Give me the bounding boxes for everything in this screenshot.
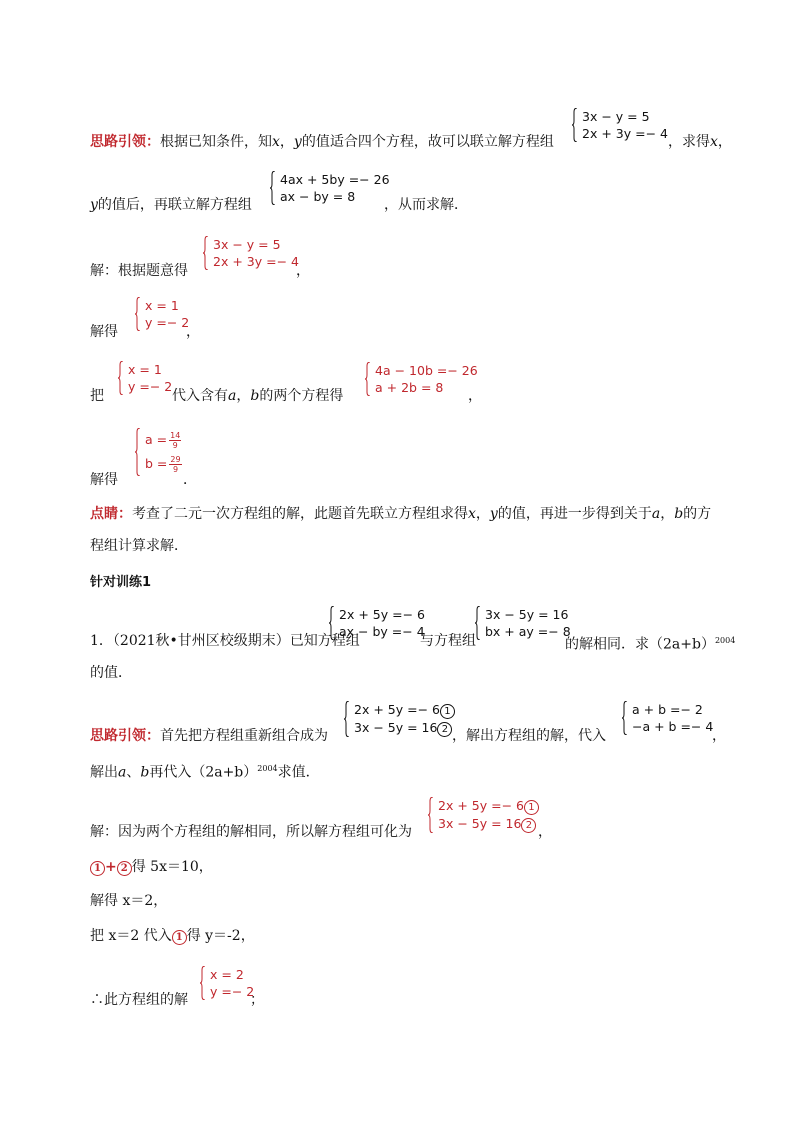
problem-text: 的值． bbox=[90, 665, 132, 681]
hint2-line-1-mid bbox=[452, 727, 606, 745]
solution-text: 把 x＝2 代入 bbox=[90, 928, 172, 944]
hint-text: 根据已知条件，知 bbox=[160, 134, 272, 150]
sol2-line-1 bbox=[90, 823, 412, 841]
var-b: b bbox=[250, 388, 260, 404]
equation-text: 3x − 5y = 16 bbox=[438, 816, 522, 831]
solution-text: 解得 bbox=[90, 324, 118, 340]
circle-number: 1 bbox=[524, 800, 539, 815]
var-y: y bbox=[489, 506, 498, 522]
problem-line-1-mid bbox=[420, 632, 476, 650]
equation-system bbox=[344, 701, 455, 737]
equation-lhs: a = bbox=[145, 432, 168, 447]
exponent: 2004 bbox=[714, 636, 736, 645]
equation: y =− 2 bbox=[145, 315, 190, 330]
comma: ， bbox=[712, 728, 726, 744]
brace-icon bbox=[135, 428, 141, 476]
hint-line-1 bbox=[90, 133, 554, 151]
solution-text: 解得 bbox=[90, 472, 118, 488]
var-x: x bbox=[468, 506, 476, 522]
hint-line-2-tail bbox=[384, 196, 468, 214]
brace-icon bbox=[203, 236, 209, 270]
equation: bx + ay =− 8 bbox=[485, 624, 571, 639]
hint-text: 的值后，再联立解方程组 bbox=[97, 197, 252, 213]
var-b: b bbox=[674, 506, 684, 522]
section-title: 针对训练1 bbox=[90, 575, 152, 590]
problem-text: 已知方程组 bbox=[289, 633, 360, 649]
sol2-line-1-tail bbox=[538, 823, 552, 841]
sol2-step-1 bbox=[90, 858, 213, 876]
solution-line-3-tail bbox=[468, 387, 482, 405]
equation: x = 1 bbox=[128, 362, 162, 377]
problem-text: 与方程组 bbox=[420, 633, 476, 649]
circle-number: 2 bbox=[521, 818, 536, 833]
solution-text: 的两个方程得 bbox=[259, 388, 344, 404]
equation: y =− 2 bbox=[210, 984, 255, 999]
sol2-step-3 bbox=[90, 927, 255, 945]
comma: ， bbox=[236, 388, 251, 404]
solution-text: 得 y＝-2， bbox=[186, 928, 255, 944]
brace-icon bbox=[200, 966, 206, 1000]
comment-line-1 bbox=[90, 505, 711, 523]
equation bbox=[438, 815, 539, 833]
equation-system bbox=[203, 236, 299, 270]
var-y: y bbox=[293, 134, 302, 150]
equation: 2x + 5y =− 6 bbox=[339, 607, 425, 622]
equation-text: 2x + 5y =− 6 bbox=[438, 798, 524, 813]
comment-line-2 bbox=[90, 537, 188, 555]
equation-system bbox=[475, 606, 571, 640]
brace-icon bbox=[572, 108, 578, 142]
brace-icon bbox=[118, 361, 124, 395]
numerator: 29 bbox=[170, 455, 181, 464]
brace-icon bbox=[135, 297, 141, 331]
var-y: y bbox=[90, 197, 98, 213]
solution-text: 解：因为两个方程组的解相同，所以解方程组可化为 bbox=[90, 824, 412, 840]
equation-system bbox=[270, 171, 390, 205]
solution-text: 得 5x＝10， bbox=[131, 859, 213, 875]
hint-text: 解出 bbox=[90, 764, 118, 781]
sol2-step-2 bbox=[90, 892, 167, 910]
var-a: a bbox=[651, 506, 661, 522]
exponent: 2004 bbox=[257, 764, 278, 773]
problem-line-1-tail bbox=[565, 632, 735, 654]
numerator: 14 bbox=[170, 431, 181, 440]
brace-icon bbox=[622, 701, 628, 735]
circle-number: 1 bbox=[440, 704, 455, 719]
problem-line-2 bbox=[90, 664, 132, 682]
brace-icon bbox=[475, 606, 481, 640]
equation-system bbox=[622, 701, 713, 735]
separator: 、 bbox=[126, 764, 141, 781]
hint-text: 首先把方程组重新组合成为 bbox=[160, 728, 328, 744]
var-b: b bbox=[140, 764, 150, 781]
var-a: a bbox=[228, 388, 237, 404]
equation: 2x + 3y =− 4 bbox=[582, 126, 668, 141]
comment-text: 程组计算求解． bbox=[90, 538, 188, 554]
semicolon: ； bbox=[250, 992, 264, 1008]
equation: y =− 2 bbox=[128, 379, 173, 394]
sol2-step-4 bbox=[90, 991, 188, 1009]
sol2-step-4-tail bbox=[250, 991, 264, 1009]
equation: 4a − 10b =− 26 bbox=[375, 363, 478, 378]
problem-line-1 bbox=[90, 632, 360, 650]
var-x: x bbox=[710, 134, 718, 150]
comment-text: 的值，再进一步得到关于 bbox=[497, 506, 652, 522]
comment-text: 考查了二元一次方程组的解，此题首先联立方程组求得 bbox=[132, 506, 468, 522]
solution-text: 代入含有 bbox=[172, 388, 228, 404]
solution-line-4-tail bbox=[183, 471, 197, 489]
comma: ， bbox=[296, 263, 310, 279]
denominator: 9 bbox=[172, 441, 178, 450]
solution-line-2-tail bbox=[186, 323, 200, 341]
comment-text: 的方 bbox=[683, 506, 712, 522]
hint-text: ，从而求解． bbox=[384, 197, 468, 213]
solution-line-1-tail bbox=[296, 262, 310, 280]
brace-icon bbox=[365, 362, 371, 396]
equation: 3x − y = 5 bbox=[582, 109, 650, 124]
hint-text: ，解出方程组的解，代入 bbox=[452, 728, 606, 744]
equation-system bbox=[428, 797, 539, 833]
var-a: a bbox=[118, 764, 127, 781]
equation: ax − by =− 4 bbox=[339, 624, 425, 639]
brace-icon bbox=[329, 606, 335, 640]
brace-icon bbox=[270, 171, 276, 205]
hint-line-1-tail bbox=[668, 133, 732, 151]
equation-lhs: b = bbox=[145, 456, 168, 471]
hint-label: 思路引领： bbox=[90, 728, 160, 744]
hint-line-2 bbox=[90, 196, 252, 214]
equation: x = 2 bbox=[210, 967, 244, 982]
hint2-line-1 bbox=[90, 727, 328, 745]
equation-system bbox=[118, 361, 172, 395]
hint2-line-1-tail bbox=[712, 727, 726, 745]
comma: ， bbox=[538, 824, 552, 840]
comma: ， bbox=[660, 506, 675, 522]
hint-label: 思路引领： bbox=[90, 134, 160, 150]
equation bbox=[145, 452, 182, 476]
solution-text: 把 bbox=[90, 388, 104, 404]
equation: x = 1 bbox=[145, 298, 179, 313]
comma: ， bbox=[279, 134, 294, 150]
var-x: x bbox=[272, 134, 280, 150]
denominator: 9 bbox=[172, 465, 179, 474]
equation: ax − by = 8 bbox=[280, 189, 356, 204]
circle-number: 1 bbox=[172, 930, 187, 945]
circle-number: 1 bbox=[90, 861, 105, 876]
solution-text: 解得 x＝2， bbox=[90, 893, 168, 909]
circle-number: 2 bbox=[117, 861, 132, 876]
circle-number: 2 bbox=[437, 722, 452, 737]
solution-text: ∴此方程组的解 bbox=[90, 992, 188, 1008]
equation: a + 2b = 8 bbox=[375, 380, 444, 395]
brace-icon bbox=[428, 797, 434, 833]
brace-icon bbox=[344, 701, 350, 737]
equation-system bbox=[572, 108, 668, 142]
hint-text: 的值适合四个方程，故可以联立解方程组 bbox=[301, 134, 554, 150]
equation bbox=[438, 797, 539, 815]
period: ． bbox=[183, 472, 197, 488]
hint-text: 求值． bbox=[277, 764, 320, 781]
comment-label: 点睛： bbox=[90, 506, 132, 522]
solution-line-2 bbox=[90, 323, 118, 341]
equation: 2x + 3y =− 4 bbox=[213, 254, 299, 269]
equation-system bbox=[365, 362, 478, 396]
hint-text: 再代入（2a+b） bbox=[149, 764, 258, 781]
equation: −a + b =− 4 bbox=[632, 719, 714, 734]
solution-text: 解：根据题意得 bbox=[90, 263, 188, 279]
fraction bbox=[169, 431, 181, 450]
equation: 3x − y = 5 bbox=[213, 237, 281, 252]
problem-text: 的解相同．求（2a+b） bbox=[565, 636, 715, 653]
hint2-line-2 bbox=[90, 760, 320, 782]
plus-sign: + bbox=[105, 859, 117, 875]
equation-system bbox=[135, 428, 182, 476]
solution-line-3-mid bbox=[172, 387, 343, 405]
equation bbox=[145, 428, 182, 452]
comma: ， bbox=[186, 324, 200, 340]
comma: ， bbox=[475, 506, 490, 522]
fraction bbox=[169, 455, 181, 474]
equation: a + b =− 2 bbox=[632, 702, 703, 717]
solution-line-1 bbox=[90, 262, 188, 280]
comma: ， bbox=[717, 134, 732, 150]
equation-system bbox=[329, 606, 425, 640]
problem-number: 1． bbox=[90, 633, 113, 649]
solution-line-3 bbox=[90, 387, 104, 405]
equation: 4ax + 5by =− 26 bbox=[280, 172, 390, 187]
equation-text: 3x − 5y = 16 bbox=[354, 720, 438, 735]
equation-system bbox=[135, 297, 189, 331]
equation: 3x − 5y = 16 bbox=[485, 607, 569, 622]
equation-text: 2x + 5y =− 6 bbox=[354, 702, 440, 717]
hint-text: ，求得 bbox=[668, 134, 710, 150]
equation bbox=[354, 719, 455, 737]
comma: ， bbox=[468, 388, 482, 404]
equation-system bbox=[200, 966, 254, 1000]
solution-line-4 bbox=[90, 471, 118, 489]
equation bbox=[354, 701, 455, 719]
problem-source: （2021秋•甘州区校级期末） bbox=[112, 633, 290, 649]
